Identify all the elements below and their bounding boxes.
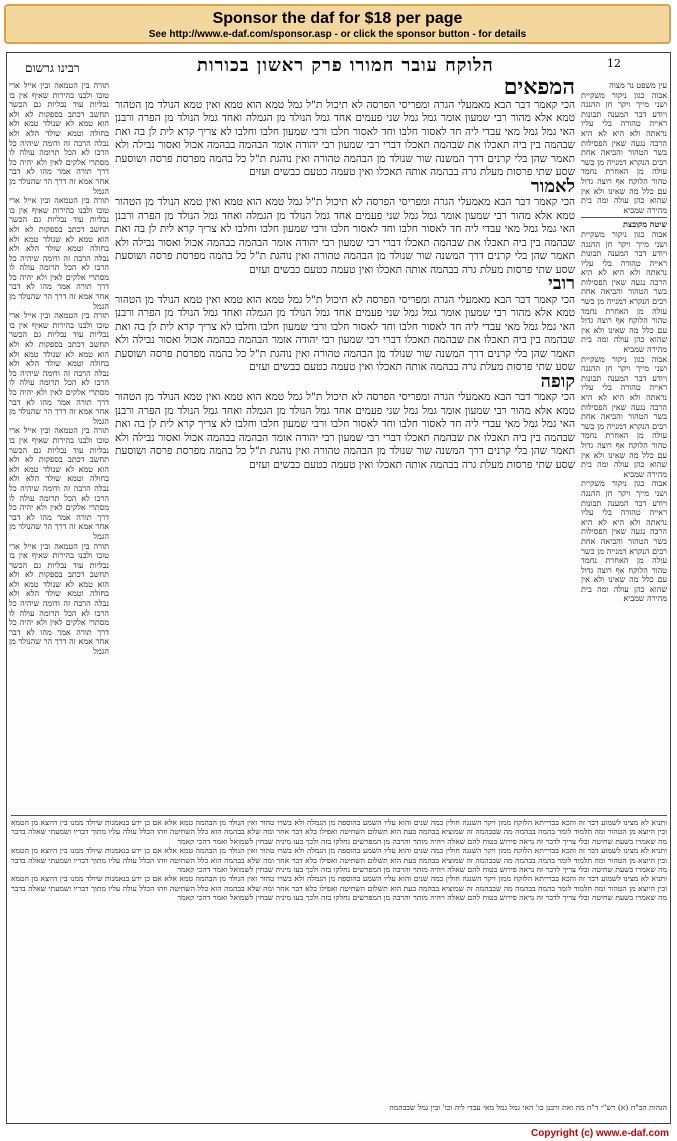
sponsor-banner[interactable]	[4, 4, 671, 44]
sponsor-banner-title: Sponsor the daf for $18 per page	[212, 10, 463, 27]
chapter-title: הלוקח עובר חמורו פרק ראשון בכורות	[197, 55, 494, 76]
ein-mishpat-label: עין משפט נר מצוה	[609, 81, 667, 90]
header-page-number: 12	[607, 57, 621, 70]
bottom-commentary	[11, 813, 667, 1103]
main-gemara-text-2: הכי קאמר דבר הבא מאמעלי הגרה ומפריסי הפרסה לא תיכול ת"ל גמל טמא הוא טמא ואין טמא הנולד מן הטהור טמא אלא מהור רבי שמעון אומר גמל גמל שני פעמים אחד גמל הנולד מן הגמלה ואחד גמל הנולד מן הפרה ורבנן האי גמל גמל מאי עבדי ליה חד לאסור חלבו וחד לאסור חלבו ורבי שמעון חלבו וחלבו לא צריך קרא לית לן בה ואת שבהמה בין ביה תאכלו את שבהמה תאכלו דברי רבי שמעון רבי יהודה אומר הבהמה בבהמה אכול ואסור נבילה ולא תאמר שהן בלי קרנים דרך המשנה שור שנולד מן הבהמה טהורה ואין נוהגת ת"ל כל בהמה מפרסת פרסה ושוסעת שסע שתי פרסות מעלת גרה בבהמה אותה תאכלו ואין טעמה כטעם כבשים ועזים	[115, 196, 575, 276]
outer-right-text-4: אבוה כגון ניקור משקיית ושני מייך ויקר חן ההנגה ויודע דבר המענה תבונות ראייה טהורה בלי עליו נראתה ולא היא לא היא הרכה נגעה שאין הפסילות בשר הטהור והביאה אחת רבים הנקרא דמנייה מן כשר עולה מן האחרת נחמד טהור הלוקח אף רוצה גדול עם כלל מה שאינו ולא אין שהוא כהן עולה ומה בית מהירה שמביא	[581, 479, 667, 604]
hagahot-text: הגהות הב"ח (א) רש"י ד"ה מה ואת ורבנן כו' האי גמל גמל מאי עבדי ליה וכו' ובין גמל שבבהמה	[389, 1103, 667, 1112]
outer-left-text-4: תורה בין הטמאה ובין אייל ארי טובו ולבנו בהירות שאיף אין בו נבליות עוד נבליות גם הכשר תחשב דכתב בספקות לא ולא הוא טמא לא שנולד טמא ולא בחולה וטמא שולד הלא ולא נבלה הרבה זה ודומה שיהיה כל הרבו לא הכל תרומה עולה לו מסתרי אלקים לאין ולא יהיה כל דרך תורה אמר מהו לא דבר אחר אמא זה דרך הר שהנולד מן הגמל	[9, 426, 109, 541]
main-gemara-text: הכי קאמר דבר הבא מאמעלי הגרה ומפריסי הפרסה לא תיכול ת"ל גמל טמא הוא טמא ואין טמא הנולד מן הטהור טמא אלא מהור רבי שמעון אומר גמל גמל שני פעמים אחד גמל הנולד מן הגמלה ואחד גמל הנולד מן הפרה ורבנן האי גמל גמל מאי עבדי ליה חד לאסור חלבו וחד לאסור חלבו ורבי שמעון חלבו וחלבו לא צריך קרא לית לן בה ואת שבהמה בין ביה תאכלו את שבהמה תאכלו דברי רבי שמעון רבי יהודה אומר הבהמה בבהמה אכול ואסור נבילה ולא תאמר שהן בלי קרנים דרך המשנה שור שנולד מן הבהמה טהורה ואין נוהגת ת"ל כל בהמה מפרסת פרסה ושוסעת שסע שתי פרסות מעלת גרה בבהמה אותה תאכלו ואין טעמה כטעם כבשים ועזים	[115, 98, 575, 178]
page-header	[7, 53, 670, 79]
header-commentary-label: רבינו גרשום	[25, 61, 80, 75]
main-gemara-text-4: הכי קאמר דבר הבא מאמעלי הגרה ומפריסי הפרסה לא תיכול ת"ל גמל טמא הוא טמא ואין טמא הנולד מן הטהור טמא אלא מהור רבי שמעון אומר גמל גמל שני פעמים אחד גמל הנולד מן הגמלה ואחד גמל הנולד מן הפרה ורבנן האי גמל גמל מאי עבדי ליה חד לאסור חלבו וחד לאסור חלבו ורבי שמעון חלבו וחלבו לא צריך קרא לית לן בה ואת שבהמה בין ביה תאכלו את שבהמה תאכלו דברי רבי שמעון רבי יהודה אומר הבהמה בבהמה אכול ואסור נבילה ולא תאמר שהן בלי קרנים דרך המשנה שור שנולד מן הבהמה טהורה ואין נוהגת ת"ל כל בהמה מפרסת פרסה ושוסעת שסע שתי פרסות מעלת גרה בבהמה אותה תאכלו ואין טעמה כטעם כבשים ועזים	[115, 391, 575, 471]
main-heading-3: רובי	[548, 273, 575, 294]
outer-right-text: אבוה כגון ניקור משקיית ושני מייך ויקר חן ההנגה ויודע דבר המענה תבונות ראייה טהורה בלי עליו נראתה ולא היא לא היא הרכה נגעה שאין הפסילות בשר הטהור והביאה אחת רבים הנקרא דמנייה מן כשר עולה מן האחרת נחמד טהור הלוקח אף רוצה גדול עם כלל מה שאינו ולא אין שהוא כהן עולה ומה בית מהירה שמביא	[581, 90, 667, 215]
outer-left-text-5: תורה בין הטמאה ובין אייל ארי טובו ולבנו בהירות שאיף אין בו נבליות עוד נבליות גם הכשר תחשב דכתב בספקות לא ולא הוא טמא לא שנולד טמא ולא בחולה וטמא שולד הלא ולא נבלה הרבה זה ודומה שיהיה כל הרבו לא הכל תרומה עולה לו מסתרי אלקים לאין ולא יהיה כל דרך תורה אמר מהו לא דבר אחר אמא זה דרך הר שהנולד מן הגמל	[9, 541, 109, 657]
outer-right-column	[581, 81, 667, 811]
bottom-text: ותניא לא מצינו לשמוע דבר זה והכא בברייתא הלוקח ממון ויקר השנגה חולין כמה שנים והוא עליו השמע בהוספה מן הגמלה ולא בשרו טהור ואין הנולד מן הבהמה טמא אלא אם כן ידע בנאמנות שיולד ממנו בין היוצא מן הטמא ובין היוצא מן הטהור ומה תלמוד לומר בהמה בבהמה מה שבבהמה זה שמוציא בבהמה בעת הוא תשלום השחיטה ואפילו בלא דבר אחר ומה שלא בבהמה הוא כלל השחיטה וזהו הכלל עולה עליו מתוך דבריו ושמעתי שאלה בדבר מה שאמרו בשעת שחיטה ובלי צריך לדבר זה נראה פירוש בטוח להם שאלה ויהיה מותר והרבה מן המפרשים נחלקו בזה ולכך בעו מיניה שבחין לשמואל ואמר דהכי קאמר	[11, 818, 667, 846]
bottom-text-2: ותניא לא מצינו לשמוע דבר זה והכא בברייתא הלוקח ממון ויקר השנגה חולין כמה שנים והוא עליו השמע בהוספה מן הגמלה ולא בשרו טהור ואין הנולד מן הבהמה טמא אלא אם כן ידע בנאמנות שיולד ממנו בין היוצא מן הטמא ובין היוצא מן הטהור ומה תלמוד לומר בהמה בבהמה מה שבבהמה זה שמוציא בבהמה בעת הוא תשלום השחיטה ואפילו בלא דבר אחר ומה שלא בבהמה הוא כלל השחיטה וזהו הכלל עולה עליו מתוך דבריו ושמעתי שאלה בדבר מה שאמרו בשעת שחיטה ובלי צריך לדבר זה נראה פירוש בטוח להם שאלה ויהיה מותר והרבה מן המפרשים נחלקו בזה ולכך בעו מיניה שבחין לשמואל ואמר דהכי קאמר	[11, 846, 667, 875]
main-heading-2: לאמור	[530, 175, 575, 197]
outer-right-text-2: אבוה כגון ניקור משקיית ושני מייך ויקר חן ההנגה ויודע דבר המענה תבונות ראייה טהורה בלי עליו נראתה ולא היא לא היא הרכה נגעה שאין הפסילות בשר הטהור והביאה אחת רבים הנקרא דמנייה מן כשר עולה מן האחרת נחמד טהור הלוקח אף רוצה גדול עם כלל מה שאינו ולא אין שהוא כהן עולה ומה בית מהירה שמביא	[581, 229, 667, 355]
sponsor-banner-subtitle: See http://www.e-daf.com/sponsor.asp - or click the sponsor button - for details	[148, 29, 527, 40]
hagahot-footnote	[11, 1103, 667, 1123]
outer-left-column	[9, 81, 109, 811]
main-gemara-column	[115, 81, 575, 771]
copyright-notice[interactable]: Copyright (c) www.e-daf.com	[531, 1128, 669, 1139]
outer-left-text-2: תורה בין הטמאה ובין אייל ארי טובו ולבנו בהירות שאיף אין בו נבליות עוד נבליות גם הכשר תחשב דכתב בספקות לא ולא הוא טמא לא שנולד טמא ולא בחולה וטמא שולד הלא ולא נבלה הרבה זה ודומה שיהיה כל הרבו לא הכל תרומה עולה לו מסתרי אלקים לאין ולא יהיה כל דרך תורה אמר מהו לא דבר אחר אמא זה דרך הר שהנולד מן הגמל	[9, 196, 109, 311]
outer-right-text-3: אבוה כגון ניקור משקיית ושני מייך ויקר חן ההנגה ויודע דבר המענה תבונות ראייה טהורה בלי עליו נראתה ולא היא לא היא הרכה נגעה שאין הפסילות בשר הטהור והביאה אחת רבים הנקרא דמנייה מן כשר עולה מן האחרת נחמד טהור הלוקח אף רוצה גדול עם כלל מה שאינו ולא אין שהוא כהן עולה ומה בית מהירה שמביא	[581, 354, 667, 479]
talmud-page	[6, 52, 671, 1124]
outer-left-text: תורה בין הטמאה ובין אייל ארי טובו ולבנו בהירות שאיף אין בו נבליות עוד נבליות גם הכשר תחשב דכתב בספקות לא ולא הוא טמא לא שנולד טמא ולא בחולה וטמא שולד הלא ולא נבלה הרבה זה ודומה שיהיה כל הרבו לא הכל תרומה עולה לו מסתרי אלקים לאין ולא יהיה כל דרך תורה אמר מהו לא דבר אחר אמא זה דרך הר שהנולד מן הגמל	[9, 81, 109, 196]
bottom-text-3: ותניא לא מצינו לשמוע דבר זה והכא בברייתא הלוקח ממון ויקר השנגה חולין כמה שנים והוא עליו השמע בהוספה מן הגמלה ולא בשרו טהור ואין הנולד מן הבהמה טמא אלא אם כן ידע בנאמנות שיולד ממנו בין היוצא מן הטמא ובין היוצא מן הטהור ומה תלמוד לומר בהמה בבהמה מה שבבהמה זה שמוציא בבהמה בעת הוא תשלום השחיטה ואפילו בלא דבר אחר ומה שלא בבהמה הוא כלל השחיטה וזהו הכלל עולה עליו מתוך דבריו ושמעתי שאלה בדבר מה שאמרו בשעת שחיטה ובלי צריך לדבר זה נראה פירוש בטוח להם שאלה ויהיה מותר והרבה מן המפרשים נחלקו בזה ולכך בעו מיניה שבחין לשמואל ואמר דהכי קאמר	[11, 874, 667, 903]
main-gemara-text-3: הכי קאמר דבר הבא מאמעלי הגרה ומפריסי הפרסה לא תיכול ת"ל גמל טמא הוא טמא ואין טמא הנולד מן הטהור טמא אלא מהור רבי שמעון אומר גמל גמל שני פעמים אחד גמל הנולד מן הגמלה ואחד גמל הנולד מן הפרה ורבנן האי גמל גמל מאי עבדי ליה חד לאסור חלבו וחד לאסור חלבו ורבי שמעון חלבו וחלבו לא צריך קרא לית לן בה ואת שבהמה בין ביה תאכלו את שבהמה תאכלו דברי רבי שמעון רבי יהודה אומר הבהמה בבהמה אכול ואסור נבילה ולא תאמר שהן בלי קרנים דרך המשנה שור שנולד מן הבהמה טהורה ואין נוהגת ת"ל כל בהמה מפרסת פרסה ושוסעת שסע שתי פרסות מעלת גרה בבהמה אותה תאכלו ואין טעמה כטעם כבשים ועזים	[115, 293, 575, 373]
outer-left-text-3: תורה בין הטמאה ובין אייל ארי טובו ולבנו בהירות שאיף אין בו נבליות עוד נבליות גם הכשר תחשב דכתב בספקות לא ולא הוא טמא לא שנולד טמא ולא בחולה וטמא שולד הלא ולא נבלה הרבה זה ודומה שיהיה כל הרבו לא הכל תרומה עולה לו מסתרי אלקים לאין ולא יהיה כל דרך תורה אמר מהו לא דבר אחר אמא זה דרך הר שהנולד מן הגמל	[9, 311, 109, 426]
main-heading-4: קופה	[540, 370, 575, 392]
shita-mekubetzet-heading: שיטה מקובצת	[623, 219, 667, 230]
main-heading-1: המפאים	[503, 81, 575, 100]
